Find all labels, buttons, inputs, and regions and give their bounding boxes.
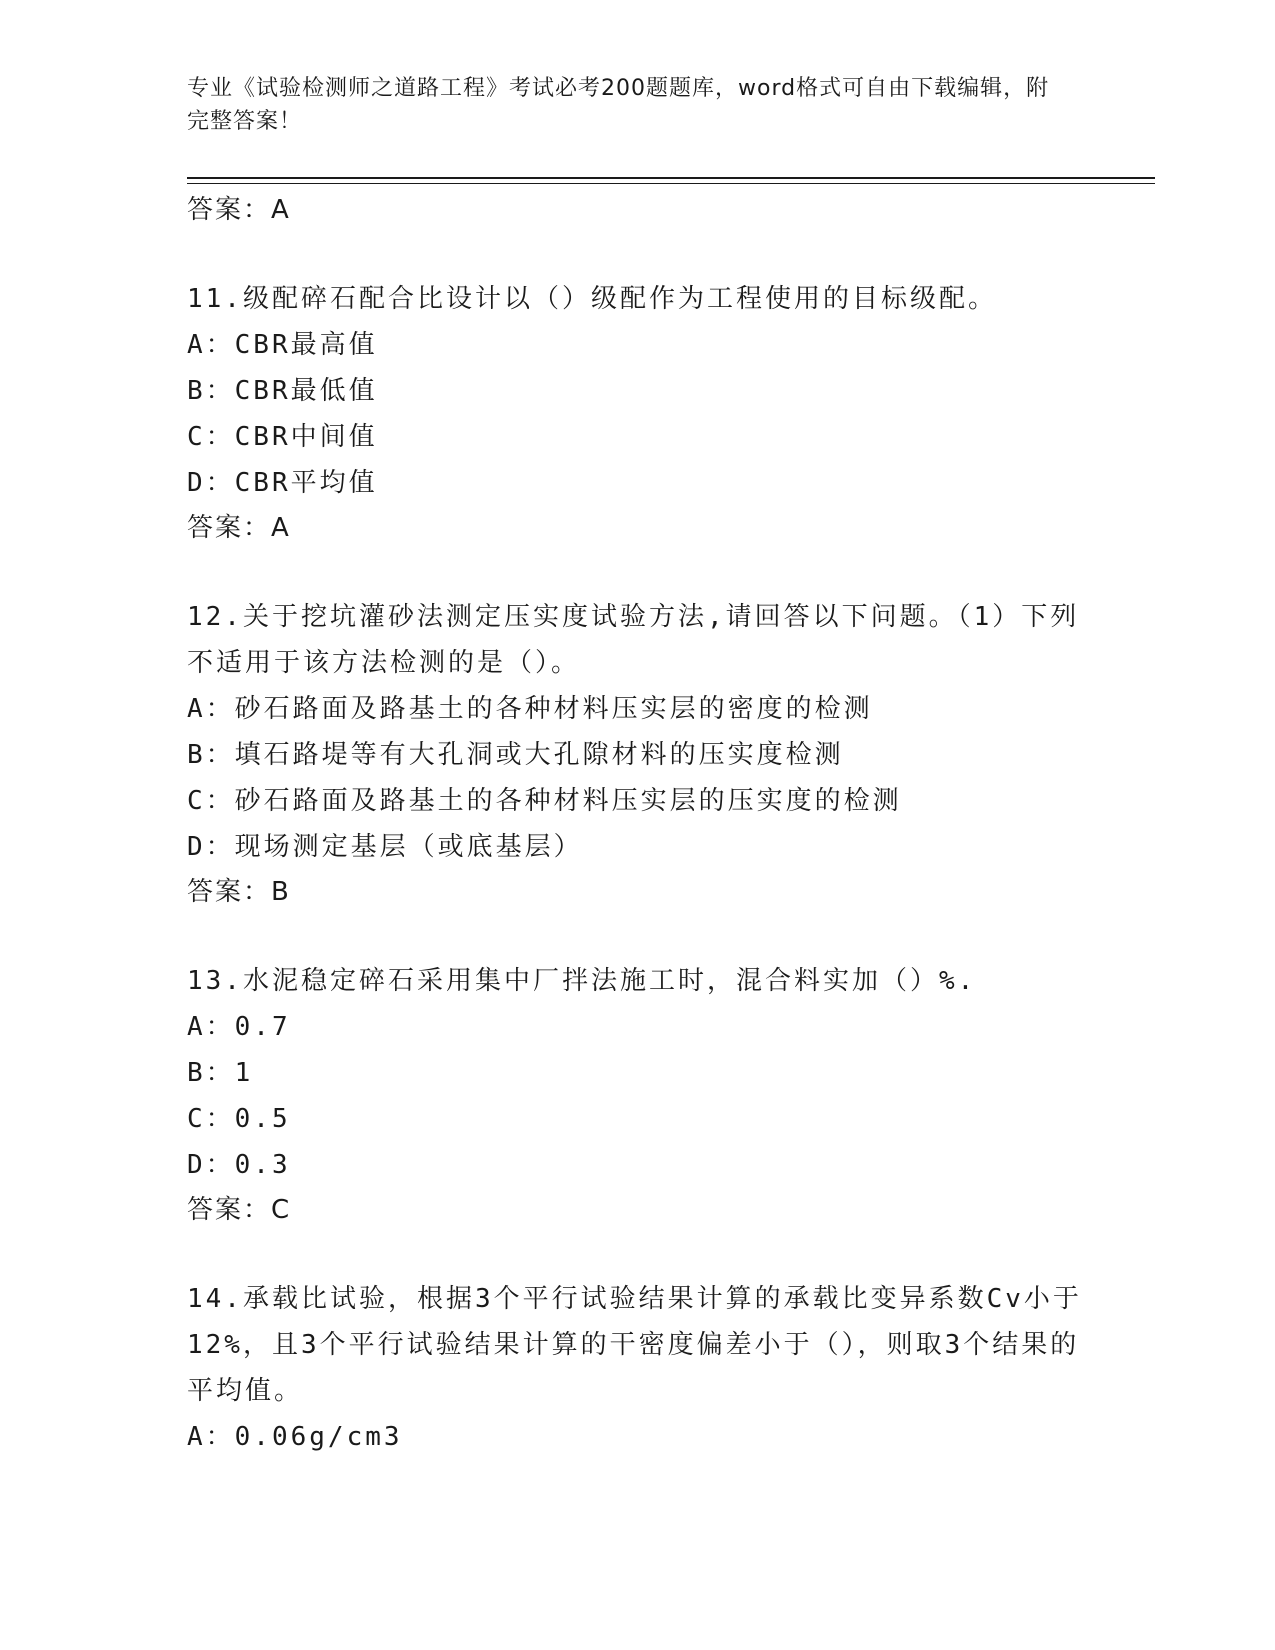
spacer xyxy=(187,1232,1097,1276)
spacer xyxy=(187,550,1097,594)
header-rule-thin xyxy=(187,183,1155,184)
answer-line: 答案：B xyxy=(187,877,291,907)
option-a: A：CBR最高值 xyxy=(187,330,378,360)
document-header: 专业《试验检测师之道路工程》考试必考200题题库，word格式可自由下载编辑，附完整答案！ xyxy=(187,76,1050,134)
option-d: D：0.3 xyxy=(187,1150,291,1180)
question-stem: 14.承载比试验，根据3个平行试验结果计算的承载比变异系数Cv小于12%，且3个平行试验结果计算的干密度偏差小于（），则取3个结果的平均值。 xyxy=(187,1284,1082,1406)
answer-line: 答案：A xyxy=(187,195,291,225)
spacer xyxy=(187,232,1097,276)
option-b: B：CBR最低值 xyxy=(187,376,378,406)
option-d: D：现场测定基层（或底基层） xyxy=(187,832,583,862)
option-c: C：CBR中间值 xyxy=(187,422,378,452)
option-a: A：砂石路面及路基土的各种材料压实层的密度的检测 xyxy=(187,694,873,724)
option-d: D：CBR平均值 xyxy=(187,468,378,498)
option-b: B：填石路堤等有大孔洞或大孔隙材料的压实度检测 xyxy=(187,740,844,770)
option-b: B：1 xyxy=(187,1058,254,1088)
question-list xyxy=(187,188,1097,1460)
answer-line: 答案：C xyxy=(187,1195,292,1225)
question-stem: 13.水泥稳定碎石采用集中厂拌法施工时，混合料实加（）%. xyxy=(187,966,977,996)
option-a: A：0.06g/cm3 xyxy=(187,1422,403,1452)
question-stem: 12.关于挖坑灌砂法测定压实度试验方法,请回答以下问题。（1）下列不适用于该方法检测的是（）。 xyxy=(187,602,1080,678)
option-c: C：砂石路面及路基土的各种材料压实层的压实度的检测 xyxy=(187,786,902,816)
option-c: C：0.5 xyxy=(187,1104,291,1134)
answer-line: 答案：A xyxy=(187,513,291,543)
header-rule-thick xyxy=(187,177,1155,179)
spacer xyxy=(187,914,1097,958)
question-stem: 11.级配碎石配合比设计以（）级配作为工程使用的目标级配。 xyxy=(187,284,997,314)
option-a: A：0.7 xyxy=(187,1012,291,1042)
